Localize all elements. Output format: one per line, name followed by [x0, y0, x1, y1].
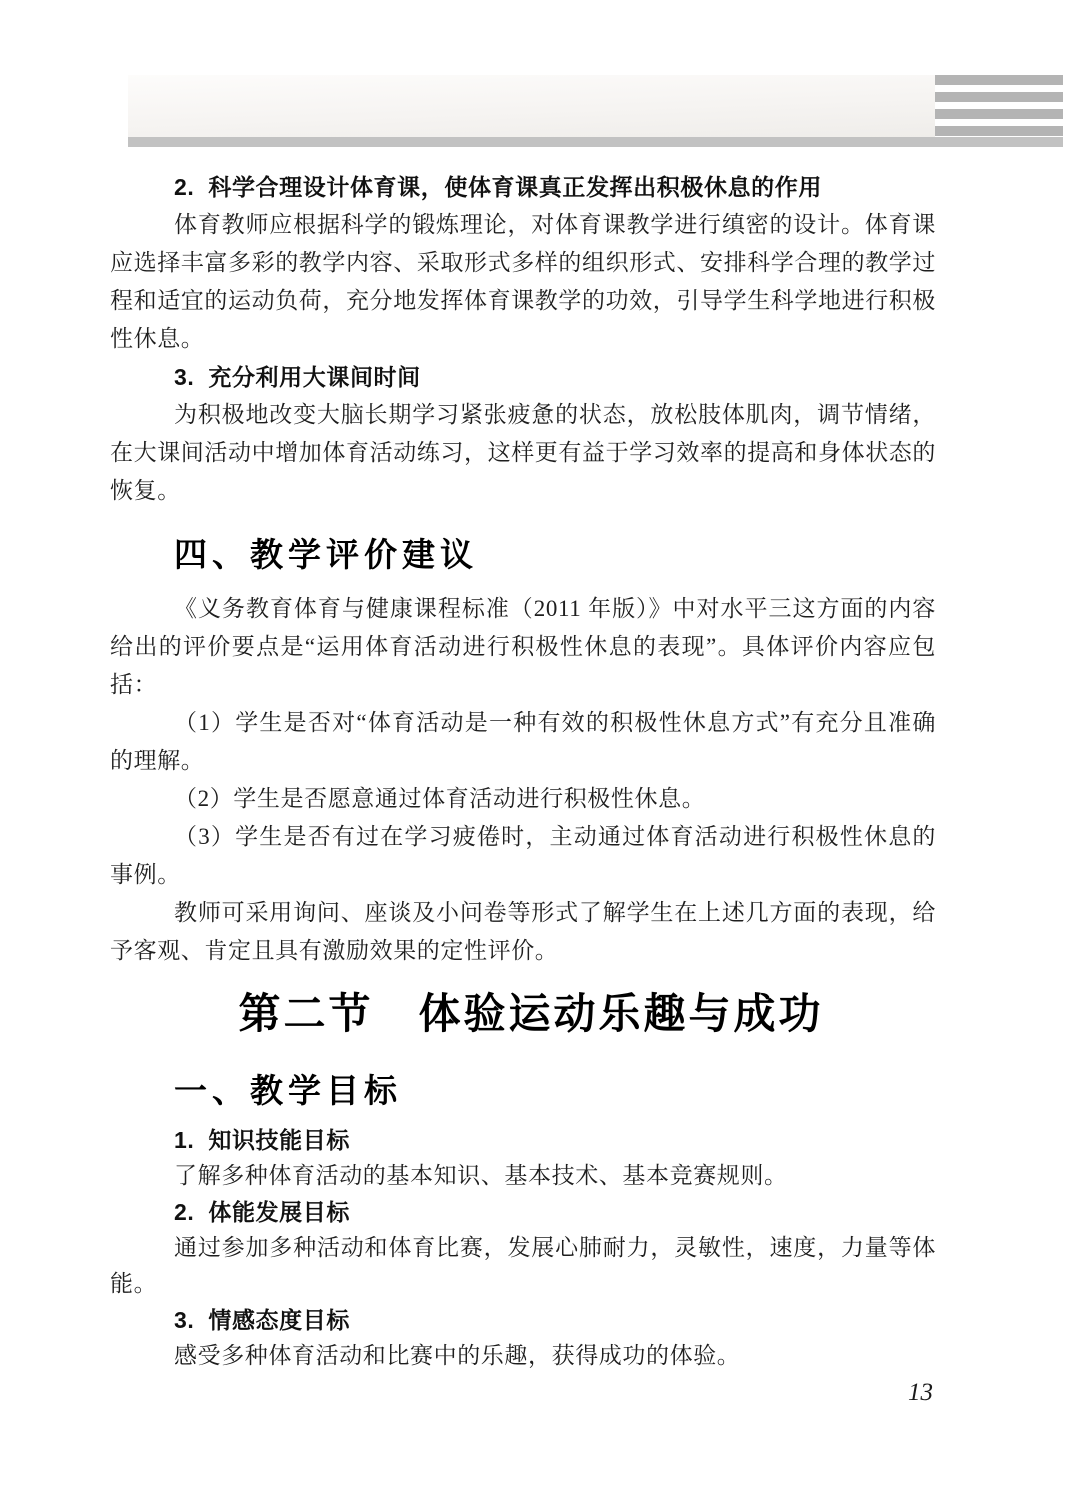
section-heading-evaluation: 四、教学评价建议	[174, 538, 478, 574]
stripe-decoration	[935, 126, 1063, 136]
header-stripes-decoration	[935, 75, 1063, 137]
paragraph-big-break: 为积极地改变大脑长期学习紧张疲惫的状态，放松肢体肌肉，调节情绪，在大课间活动中增加体育活动练习，这样更有益于学习效率的提高和身体状态的恢复。	[110, 402, 936, 503]
chapter-section-title: 第二节 体验运动乐趣与成功	[238, 992, 824, 1038]
teaching-goals-block	[110, 1068, 936, 1374]
stripe-decoration	[935, 109, 1063, 119]
paragraph-evaluation-closing: 教师可采用询问、座谈及小问卷等形式了解学生在上述几方面的表现，给予客观、肯定且具有激励效果的定性评价。	[110, 900, 936, 963]
stripe-decoration	[935, 92, 1063, 102]
numbered-subheading-3: 3. 充分利用大课间时间	[174, 364, 421, 390]
paragraph-evaluation-intro: 《义务教育体育与健康课程标准（2011 年版）》中对水平三这方面的内容给出的评价要点是“运用体育活动进行积极性休息的表现”。具体评价内容应包括：	[110, 596, 936, 697]
goal-text-fitness: 通过参加多种活动和体育比赛，发展心肺耐力，灵敏性，速度，力量等体能。	[110, 1235, 936, 1296]
section-heading-goals: 一、教学目标	[174, 1074, 402, 1110]
header-gradient-band	[128, 75, 935, 137]
goal-heading-knowledge: 1. 知识技能目标	[174, 1127, 350, 1153]
goal-heading-emotion: 3. 情感态度目标	[174, 1307, 350, 1333]
numbered-subheading-2: 2. 科学合理设计体育课，使体育课真正发挥出积极休息的作用	[174, 174, 822, 200]
evaluation-item-3: （3）学生是否有过在学习疲倦时，主动通过体育活动进行积极性休息的事例。	[110, 824, 936, 887]
goal-heading-fitness: 2. 体能发展目标	[174, 1199, 350, 1225]
text-column	[110, 168, 936, 1374]
page-number: 13	[908, 1379, 933, 1406]
evaluation-item-2: （2）学生是否愿意通过体育活动进行积极性休息。	[174, 786, 706, 811]
paragraph-science-design: 体育教师应根据科学的锻炼理论，对体育课教学进行缜密的设计。体育课应选择丰富多彩的教学内容、采取形式多样的组织形式、安排科学合理的教学过程和适宜的运动负荷，充分地发挥体育课教学的功效，引导学生科学地进行积极性休息。	[110, 212, 936, 351]
goal-text-knowledge: 了解多种体育活动的基本知识、基本技术、基本竞赛规则。	[174, 1163, 788, 1188]
header-rule-bar	[128, 137, 1063, 147]
goal-text-emotion: 感受多种体育活动和比赛中的乐趣，获得成功的体验。	[174, 1343, 741, 1368]
stripe-decoration	[935, 75, 1063, 85]
evaluation-item-1: （1）学生是否对“体育活动是一种有效的积极性休息方式”有充分且准确的理解。	[110, 710, 936, 773]
